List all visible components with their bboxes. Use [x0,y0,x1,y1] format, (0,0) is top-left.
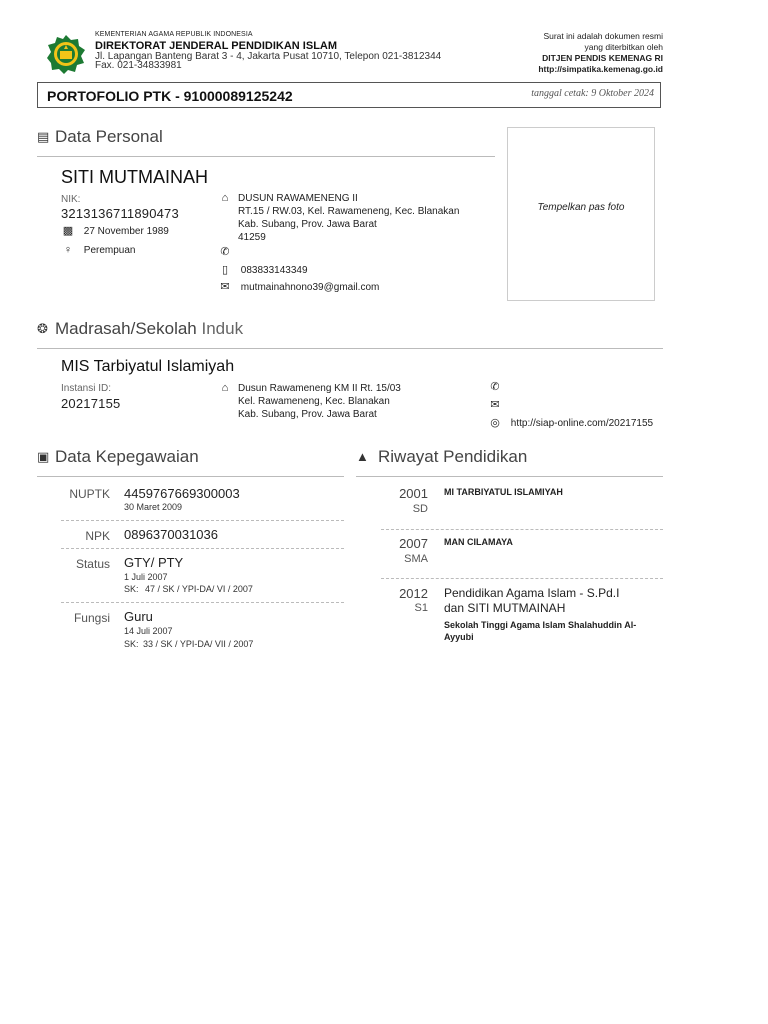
divider [37,348,663,349]
print-date: tanggal cetak: 9 Oktober 2024 [531,88,654,99]
divider [37,476,344,477]
sk-label: SK: [124,639,139,649]
section-title: Riwayat Pendidikan [378,447,528,466]
ministry-name: KEMENTERIAN AGAMA REPUBLIK INDONESIA [95,31,253,38]
school-line-1: Sekolah Tinggi Agama Islam Shalahuddin Al- [444,620,637,630]
instansi-id: 20217155 [61,396,121,411]
divider [37,156,495,157]
birth-date-row [61,225,169,238]
female-icon: ♀ [63,244,73,256]
edu-year: 2007 [399,536,428,551]
note-line-1: Surat ini adalah dokumen resmi [543,31,663,41]
sk-number: 33 / SK / YPI-DA/ VII / 2007 [143,639,254,649]
section-title-suffix: Induk [201,319,244,338]
edu-level: SD [412,503,428,515]
major-line-2: dan SITI MUTMAINAH [444,601,566,615]
madrasah-email-row [488,399,508,412]
dashed-divider [61,548,344,549]
address-line-3: Kab. Subang, Prov. Jawa Barat [238,409,377,420]
address-line-1: Dusun Rawameneng KM II Rt. 15/03 [238,383,401,394]
instansi-id-label: Instansi ID: [61,383,112,394]
school-icon: ❂ [37,321,48,336]
id-card-icon: ▤ [37,129,50,144]
kemenag-logo [46,34,86,74]
birth-date: 27 November 1989 [83,226,169,237]
address-line-1: DUSUN RAWAMENENG II [238,193,358,204]
address-line-2: Kel. Rawameneng, Kec. Blanakan [238,396,390,407]
nuptk-label: NUPTK [69,487,110,501]
official-note [538,31,663,75]
personal-address [218,192,459,244]
dashed-divider [381,529,663,530]
nuptk-value: 4459767669300003 [124,486,240,501]
email[interactable]: mutmainahnono39@gmail.com [240,282,380,293]
nik-value: 3213136711890473 [61,206,179,221]
edu-major [444,586,619,616]
edu-school [444,619,636,643]
status-value: GTY/ PTY [124,555,184,570]
fungsi-value: Guru [124,609,153,624]
graduation-cap-icon: ▲ [356,449,369,464]
sk-number: 47 / SK / YPI-DA/ VI / 2007 [145,584,253,594]
directorate-name: DIREKTORAT JENDERAL PENDIDIKAN ISLAM [95,40,338,52]
mobile-row [218,264,308,277]
phone-icon: ✆ [220,246,230,258]
section-madrasah [37,319,243,339]
fungsi-sk [124,639,253,649]
gender: Perempuan [83,245,136,256]
photo-text: Tempelkan pas foto [537,202,625,213]
npk-label: NPK [85,529,110,543]
address-line-4: 41259 [238,232,266,243]
edu-level: S1 [414,602,428,614]
website-link[interactable]: http://siap-online.com/20217155 [510,418,654,429]
envelope-icon: ✉ [490,399,500,411]
nik-label: NIK: [61,194,81,205]
portfolio-title: PORTOFOLIO PTK - 91000089125242 [47,88,293,104]
major-line-1: Pendidikan Agama Islam - S.Pd.I [444,586,620,600]
madrasah-phone-row [488,381,508,394]
edu-year: 2012 [399,586,428,601]
globe-icon: ◎ [490,417,500,429]
madrasah-website-row [488,417,653,430]
status-date: 1 Juli 2007 [124,572,168,582]
npk-value: 0896370031036 [124,527,218,542]
address-line-2: RT.15 / RW.03, Kel. Rawameneng, Kec. Blanakan [238,206,460,217]
home-icon: ⌂ [221,192,229,204]
dashed-divider [61,602,344,603]
email-row [218,281,379,294]
note-issuer: DITJEN PENDIS KEMENAG RI [542,53,663,63]
section-title: Madrasah/Sekolah [55,319,197,338]
fax-line: Fax. 021-34833981 [95,60,182,71]
section-title: Data Personal [55,127,163,146]
note-url[interactable]: http://simpatika.kemenag.go.id [538,64,663,74]
fungsi-date: 14 Juli 2007 [124,626,173,636]
mobile-icon: ▯ [221,264,229,276]
edu-year: 2001 [399,486,428,501]
envelope-icon: ✉ [220,281,230,293]
fungsi-label: Fungsi [73,611,110,625]
school-line-2: Ayyubi [444,632,474,642]
section-title: Data Kepegawaian [55,447,199,466]
cake-icon: ▩ [62,225,74,237]
mobile: 083833143349 [240,265,308,276]
dashed-divider [381,578,663,579]
address-line-3: Kab. Subang, Prov. Jawa Barat [238,219,377,230]
section-pendidikan [356,447,527,467]
section-kepegawaian [37,447,199,467]
status-sk [124,584,253,594]
phone-icon: ✆ [490,381,500,393]
home-icon: ⌂ [221,382,229,394]
gender-row [61,244,135,257]
photo-placeholder [507,127,655,301]
madrasah-address [218,382,401,421]
person-name: SITI MUTMAINAH [61,167,208,187]
divider [356,476,663,477]
dashed-divider [61,520,344,521]
edu-school: MI TARBIYATUL ISLAMIYAH [444,487,563,497]
madrasah-name: MIS Tarbiyatul Islamiyah [61,358,235,375]
note-line-2: yang diterbitkan oleh [584,42,663,52]
portfolio-title-box [37,82,661,108]
nuptk-date: 30 Maret 2009 [124,502,183,512]
section-data-personal [37,127,163,147]
address-line: Jl. Lapangan Banteng Barat 3 - 4, Jakarta Pusat 10710, Telepon 021-3812344 [95,51,442,62]
sk-label: SK: [124,584,139,594]
edu-school: MAN CILAMAYA [444,537,513,547]
briefcase-icon: ▣ [37,449,50,464]
edu-level: SMA [404,553,428,565]
status-label: Status [75,557,110,571]
phone-row [218,246,238,259]
header-address [95,52,441,70]
